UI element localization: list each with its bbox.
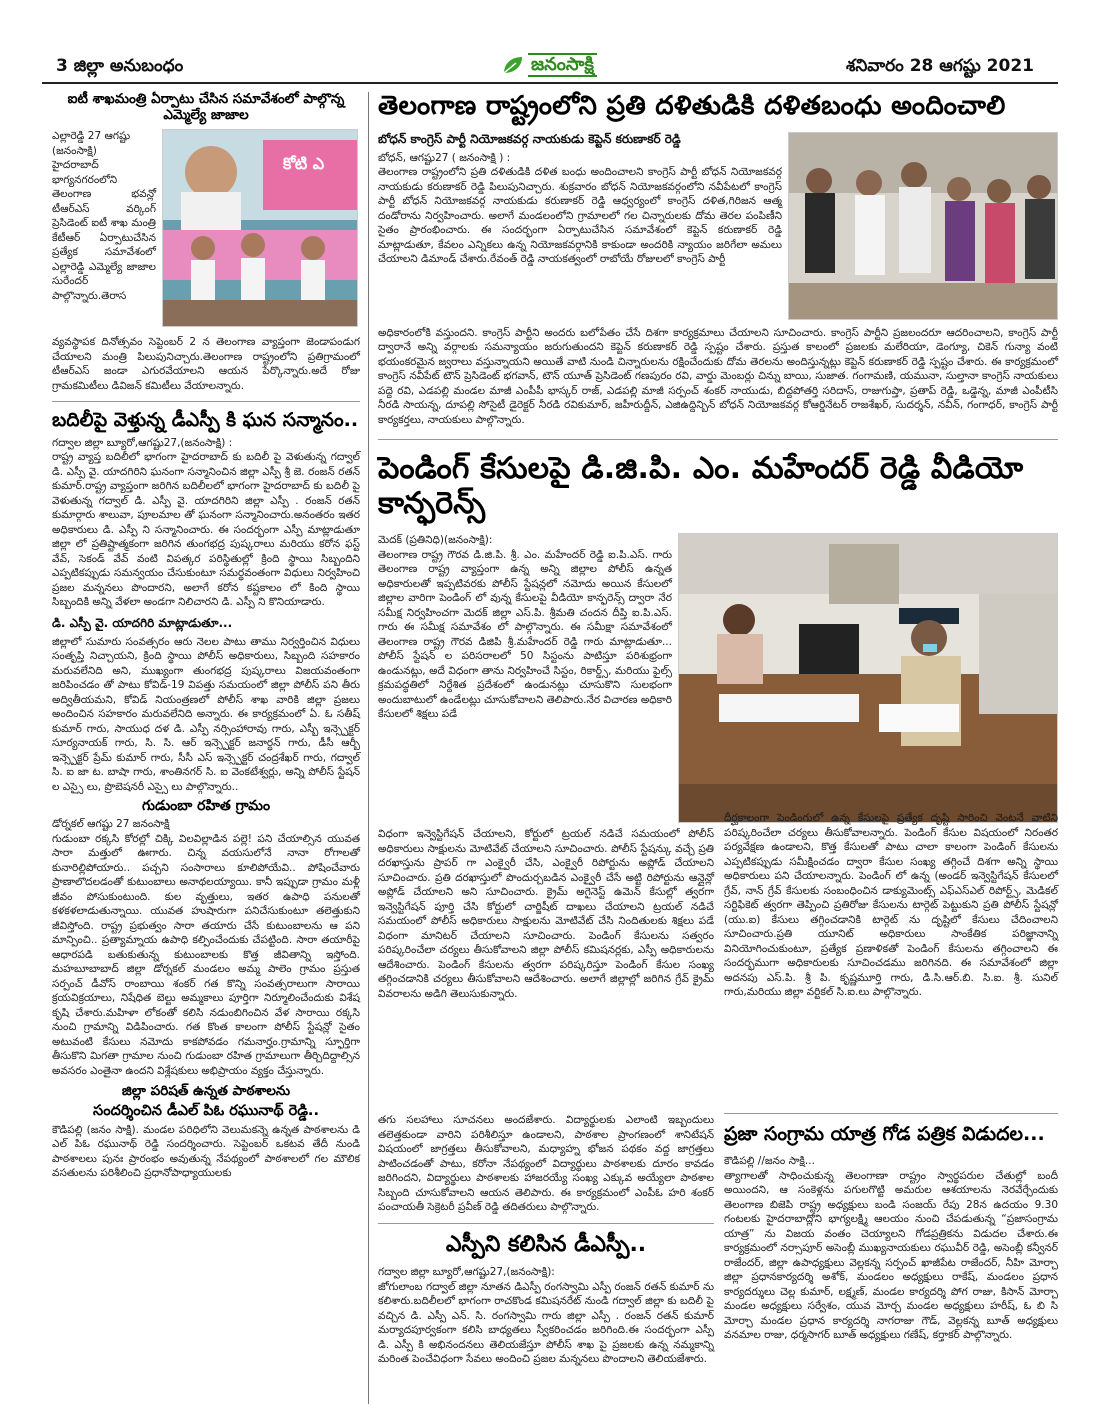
article-body: త్యాగాలతో సాధించుకున్న తెలంగాణా రాష్ట్రం స్వార్థపరుల చేతుల్లో బందీ అయిందని, ఆ సంకెళ్లను పగులగొట్టి అమరుల ఆశయాలను నెరవేర్చేందుకు తెలంగాణ బిజెపి రాష్ట్ర అధ్యక్షులు బండి సంజయ్ రేపు 28న ఉదయం 9.30 గంటలకు హైదరాబాద్లోని భాగ్యలక్ష్మి ఆలయం నుంచి చేపడుతున్న “ప్రజాసంగ్రామ యాత్ర” ను విజయ వంతం చెయ్యాలని గోడప్రత్రికను విడుదల చేశారు.ఈ కార్యక్రమంలో నర్సాపూర్ అసెంబ్లీ ముఖ్యనాయకులు రఘువీర్ రెడ్డి, అసెంబ్లీ కన్వీనర్ రాజేందర్, జిల్లా ఉపాధ్యక్షులు వెల్లకన్న సర్పంచ్ ఖాజీపేట రాజేందర్, నీహి మోర్చా జిల్లా ప్రధానకార్యదర్శి అశోక్, మండలం అధ్యక్షులు రాకేష్, మండలం ప్రధాన కార్యదర్శులు చెల్ల కుమార్, లక్ష్మణ్, మండల కార్యదర్శి పోగ రాజు, కిసాన్ మోర్చా మండల అధ్యక్షులు సర్వేశం, యువ మోర్చ మండల అధ్యక్షులు హరీష్, ఓ బి సి మోర్చా మండల ప్రధాన కార్యదర్శి నాగరాజు గౌడ్, వెల్లకన్న బూత్ అధ్యక్షులు వనమాల రాజు, ధర్మసాగర్ బూత్ అధ్యక్షులు గణేష్, కర్తాకర్ పాల్గొన్నారు. <box>724 1169 1058 1342</box>
article-dateline: ఎల్లారెడ్డి 27 ఆగష్టు (జనంసాక్షి) <box>52 130 131 157</box>
article-body: తెలంగాణ రాష్ట్ర గౌరవ డి.జి.పి. శ్రీ. ఎం. మహేందర్ రెడ్డి ఐ.పి.ఎస్. గారు తెలంగాణ రాష్ట్ర వ్యాప్తంగా ఉన్న అన్ని జిల్లాల పోలీస్ ఉన్నత అధికారులతో ఇప్పటివరకు పోలీస్ స్టేషన్లలో నమోదు అయిన కేసులలో జిల్లాల వారిగా పెండింగ్ లో వున్న కేసులపై వీడియో కాన్ఫరెన్స్ ద్వారా నేర సమీక్ష నిర్వహించగా మెదక్ జిల్లా ఎస్.పి. శ్రీమతి చందన దీప్తి ఐ.పి.ఎస్. గారు ఈ సమీక్ష సమావేశం లో పాల్గొన్నారు. ఈ సమీక్షా సమావేశంలో తెలంగాణ రాష్ట్ర గౌరవ డిజిపి శ్రీ.మహేందర్ రెడ్డి గారు మాట్లాడుతూ... పోలీస్ స్టేషన్ ల పరిసరాలలో 50 సిస్టంను పాటిస్తూ పరిశుభ్రంగా ఉండునట్లు, అదే విధంగా తాను నిర్వహించే సిస్టం, రికార్డ్స్, మరియు ఫైల్స్ క్రమపద్ధతిలో నిర్దేశిత ప్రదేశంలో ఉండునట్లు చూసుకొని సులభంగా అందుబాటులో ఉండేలట్లు చూసుకోవాలని తెలిపారు.నేర విచారణ అధికారి కేసులలో శిక్షలు పడే <box>378 548 672 721</box>
school-visit-continued: తగు సలహాలు సూచనలు అందజేశారు. విద్యార్థులకు ఎలాంటి ఇబ్బందులు తలెత్తకుండా వారిని పరిశీలిస్తూ ఉండాలని, పాఠశాల ప్రాంగణంలో శానిటేషన్ విషయంలో జాగ్రత్తలు తీసుకోవాలని, మధ్యాహ్న భోజన పథకం వద్ద జాగ్రత్తలు పాటించడంతో పాటు, కరోనా నేపథ్యంలో విద్యార్థులు పాఠశాలకు దూరం కావడం జరిగిందని, విద్యార్థులు పాఠశాలకు హాజరయ్యే సంఖ్య ఎక్కువ అయ్యేలా పాఠశాల సిబ్బంది చూసుకోవాలని ఆయన తెలిపారు. ఈ కార్యక్రమంలో ఎంపీఓ హరి శంకర్ పంచాయతీ సెక్రెటరీ ప్రవీణ్ రెడ్డి తదితరులు పాల్గొన్నారు. <box>378 1114 714 1214</box>
article-dateline: బోధన్, ఆగష్టు27 ( జనంసాక్షి ) : <box>378 151 511 164</box>
article-headline: తెలంగాణ రాష్ట్రంలోని ప్రతి దళితుడికి దళితబంధు అందించాలి <box>378 91 1006 121</box>
article-body: జోగులాంబ గద్వాల్ జిల్లా నూతన డిఎస్పీ రంగస్వామి ఎస్పీ రంజన్ రతన్ కుమార్ ను కలిశారు.బదిలీలలో భాగంగా రాచకొండ కమిషనరేట్ నుండి గద్వాల్ జిల్లా కు బదిలీ పై వచ్చిన డి. ఎస్పీ ఎన్. సి. రంగస్వామి గారు జిల్లా ఎస్పీ . రంజన్ రతన్ కుమార్ మర్యాదపూర్వకంగా కలిసి బాధ్యతలు స్వీకరించడం జరిగింది.ఈ సందర్భంగా ఎస్పీ డి. ఎస్పీ కి అభినందనలు తెలియజేస్తూ పోలీస్ శాఖ పై ప్రజలకు ఉన్న నమ్మకాన్ని మరింత పెంచేవిధంగా సేవలు అందించి ప్రజల మన్ననలు పొందాలని తెలియజేశారు. <box>378 1280 714 1366</box>
photo-illustration <box>679 534 1058 823</box>
left-column <box>52 92 360 1181</box>
photo-illustration <box>163 130 358 327</box>
article-school-visit <box>52 1084 360 1180</box>
article-dateline: గద్వాల జిల్లా బ్యూరో,ఆగష్టు27,(జనంసాక్షి) : <box>52 436 233 449</box>
masthead <box>502 52 597 78</box>
article-subheading: బోధన్ కాంగ్రెస్ పార్టీ నియోజకవర్గ నాయకుడు కెప్టెన్ కరుణాకర్ రెడ్డి <box>378 131 681 146</box>
article-separator <box>378 1223 714 1224</box>
photo-banner-text: కోటి ఎ <box>283 154 325 174</box>
article-separator <box>378 439 1058 440</box>
article-body: కౌడిపల్లి (జనం సాక్షి). మండల పరిధిలోని వెలుమకన్నె ఉన్నత పాఠశాలను డి ఎల్ పిఓ రఘునాథ్ రెడ్డి సందర్శించారు. సెప్టెంబర్ ఒకటవ తేదీ నుండి పాఠశాలలు పునః ప్రారంభం అవుతున్న నేపథ్యంలో పాఠశాలలో గల మౌలిక వసతులను పరిశీలించి ప్రధానోపాధ్యాయులకు <box>52 1123 360 1180</box>
article-body-right: దీర్ఘకాలంగా పెండింగులో ఉన్న కేసులపై ప్రత్యేక దృష్టి సారించి వెంటనే వాటిని పరిష్కరించేలా చర్యలు తీసుకోవాలన్నారు. పెండింగ్ కేసుల విషయంలో నిరంతర పర్యవేక్షణ ఉండాలని, కొత్త కేసులతో పాటు చాలా కాలంగా పెండింగ్ కేసులను ఎప్పటికప్పుడు సమీక్షించడం ద్వారా కేసుల సంఖ్య తగ్గించే దిశగా అన్ని స్థాయి అధికారులు పని చేయాలన్నారు. పెండింగ్ లో ఉన్న (అండర్ ఇన్వెస్టిగేషన్ కేసులలో గ్రేవ్, నాన్ గ్రేవ్ కేసులకు సంబంధించిన డాక్యుమెంట్స్ ఎఫ్ఎస్ఎల్ రిపోర్ట్స్, మెడికల్ సర్టిఫికెట్ త్వరగా తెప్పించి ప్రతిరోజు కేసులను టార్గెట్ పెట్టుకుని ప్రతి పోలీస్ స్టేషన్లో (యు.ఐ) కేసులు తగ్గించడానికి టార్గెట్ ను దృష్టిలో కేసులు చేదించాలని సూచించారు.ప్రతి యూనిట్ అధికారులు సాంకేతిక పరిజ్ఞానాన్ని వినియోగించుకుంటూ, ప్రత్యేక ప్రణాళికతో పెండింగ్ కేసులను తగ్గించాలని ఈ సందర్భముగా అధికారులకు సూచించడము జరిగినది. ఈ సమావేశంలో జిల్లా అదనపు ఎస్.పి. శ్రీ పి. కృష్ణమూర్తి గారు, డి.సి.ఆర్.బి. సి.ఐ. శ్రీ. సునిల్ గారు,మరియు జిల్లా వర్టికల్ సి.ఐ.లు పాల్గొన్నారు. <box>724 812 1058 999</box>
article-headline: పెండింగ్ కేసులపై డి.జి.పి. ఎం. మహేందర్ రెడ్డి వీడియో కాన్ఫరెన్స్ <box>378 451 1024 521</box>
article-it-minister-meeting <box>52 92 360 393</box>
article-body-side: హైదరాబాద్ భాగ్యనగరంలోని తెలంగాణ భవన్లో టీఆర్ఎస్ వర్కింగ్ ప్రెసిడెంట్ ఐటీ శాఖ మంత్రి కేటీఆర్ ఏర్పాటుచేసిన ప్రత్యేక సమావేశంలో ఎల్లారెడ్డి ఎమ్మెల్యే జాజాల సురేందర్ పాల్గొన్నారు.తెరాస <box>52 159 156 302</box>
article-dateline: గద్వాల జిల్లా బ్యూరో,ఆగష్టు27,(జనంసాక్షి): <box>378 1266 555 1279</box>
dalit-bandhu-photo <box>788 132 1058 320</box>
meeting-photo <box>162 129 358 327</box>
article-dsp-felicitation <box>52 410 360 794</box>
article-separator <box>724 1113 1058 1114</box>
article-dalit-bandhu <box>378 92 1058 427</box>
article-dateline: మెదక్ (ప్రతినిధి)(జనంసాక్షి): <box>378 534 493 547</box>
article-dateline: డోర్నకల్ ఆగష్టు 27 జనంసాక్షి <box>52 818 170 831</box>
article-headline-line1: జిల్లా పరిషత్ ఉన్నత పాఠశాలను <box>121 1083 291 1100</box>
article-subheading: డి. ఎస్పీ వై. యాదగిరి మాట్లాడుతూ... <box>52 615 233 630</box>
article-gudumba-free-village <box>52 798 360 1078</box>
article-body-wide: విధంగా ఇన్వెస్టిగేషన్ చేయాలని, కోర్టులో ట్రయల్ నడిచే సమయంలో పోలీస్ అధికారులు సాక్షులను మోటివేట్ చేయాలని సూచించారు. పోలీస్ స్టేషన్కు వచ్చే ప్రతి దరఖాస్తును ప్రాపర్ గా ఎంక్వైరీ చేసి, ఎంక్వైరీ రిపోర్టును అప్లోడ్ చేయాలని సూచించారు. ప్రతి దరఖాస్తులో పొందుర్చబడిన ఎంక్వైరీ చేసే అట్టి రిపోర్టును ఆన్లైన్లో అప్లోడ్ చేయాలని అని సూచించారు. క్రైమ్ అగైనెస్ట్ ఉమెన్ కేసుల్లో త్వరగా ఇన్వెస్టిగేషన్ పూర్తి చేసి కోర్టులో చార్జిషీట్ దాఖలు చేయాలని ట్రయల్ నడిచే సమయంలో పోలీస్ అధికారులు సాక్షులను మోటివేట్ చేసి నిందితులకు శిక్షలు పడే విధంగా మానిటర్ చేయాలని సూచించారు. పెండింగ్ కేసులను సత్వరం పరిష్కరించేలా చర్యలు తీసుకోవాలని జిల్లా పోలీస్ కమిషనర్లకు, ఎస్పీ అధికారులను ఆదేశించారు. పెండింగ్ కేసులను త్వరగా పరిష్కరిస్తూ పెండింగ్ కేసుల సంఖ్య తగ్గించడానికి చర్యలు తీసుకోవాలని ఆదేశించారు. అలాగే జిల్లాల్లో జరిగిన గ్రేవ్ క్రైమ్ వివరాలను అడిగి తెలుసుకున్నారు. <box>378 828 714 1000</box>
video-conference-photo <box>678 533 1058 823</box>
article-body-continued: అధికారంలోకి వస్తుందని. కాంగ్రెస్ పార్టీని అందరు బలోపేతం చేసే దిశగా కార్యక్రమాలు చేయాలని సూచించారు. కాంగ్రెస్ పార్టీని ప్రజలందరూ ఆదరించాలని, కాంగ్రెస్ పార్టీ ద్వారానే అన్ని వర్గాలకు సమన్యాయం జరుగుతుందని కెప్టెన్ కరుణాకర్ రెడ్డి స్పష్టం చేశారు. ప్రస్తుత కాలంలో ప్రజలకు మలేరియా, డెంగ్యూ, చికెన్ గున్యా వంటి భయంకరమైన జ్వరాలు వస్తున్నాయని అయితే వాటి నుండి చిన్నారులను రక్షించేందుకు దోమ తెరలను అందిస్తున్నట్లు కెప్టెన్ కరుణాకర్ రెడ్డి స్పష్టం చేశారు. ఈ కార్యక్రమంలో కాంగ్రెస్ నవీపేట్ టౌన్ ప్రెసిడెంట్ భగవాన్, టౌన్ యూత్ ప్రెసిడెంట్ గణపురం రవి, వార్డు మెంబర్లు చిన్ను బాయి, సుజాత. గంగామణి, యమునా, సుల్తానా కాంగ్రెస్ నాయకులు పద్దె రవి, ఎడపల్లి మండల మాజీ ఎంపీపీ భాస్కర్ రాజ్, ఎడపల్లి మాజీ సర్పంచ్ శంకర్ నాయుడు, బిద్దపోతర్తి సరిదాస్, రాజుగుప్తా, ప్రతాప్ రెడ్డి, ఒడ్డెన్న, మాజీ ఎంపీటీసి నీరడి సాయన్న, దూపల్లి సోసైటీ డైరెక్టర్ నీరడి రవికుమార్, జహీరుద్దీన్, ఎజిఉద్దిన్బిన్ బోధన్ నియోజకవర్గ కోఆర్డినేటర్ రాజశేఖర్, సుదర్శన్, నవీన్, గంగాధర్, కాంగ్రెస్ పార్టీ కార్యకర్తలు, నాయకులు పాల్గొన్నారు. <box>378 326 1058 426</box>
article-separator <box>52 401 360 402</box>
article-headline: ప్రజా సంగ్రామ యాత్ర గోడ పత్రిక విడుదల... <box>724 1123 1045 1146</box>
article-body-continued: జిల్లాలో సుమారు సంవత్సరం ఆరు నెలల పాటు తాము నిర్వర్తించిన విధులు సంతృప్తి నిచ్చాయని, క్రింది స్థాయి పోలీస్ అధికారులు, సిబ్బంది సహకారం మరువలేనిది అని, ముఖ్యంగా తుంగభద్ర పుష్కరాలు విజయవంతంగా జరిపించడం తో పాటు కోవిడ్-19 విపత్తు సమయంలో జిల్లా పోలీస్ పని తీరు అద్వితీయమని, కోవిడ్ నియంత్రణలో పోలీస్ శాఖ వారికి జిల్లా ప్రజలు అందించిన సహకారం మరువలేనిది అన్నారు. ఈ కార్యక్రమంలో ఏ. ఓ సతీష్ కుమార్ గారు, సాయుధ దళ డి. ఎస్పీ నర్సింహారావు గారు, ఎస్బీ ఇన్స్పెక్టర్ సూర్యనాయక్ గారు, సి. సి. ఆర్ ఇన్స్పెక్టర్ జనార్ధన్ గారు, డీసీ ఆర్బీ ఇన్స్పెక్టర్ ప్రేమ్ కుమార్ గారు, సీసీ ఎస్ ఇన్స్పెక్టర్ చంద్రశేఖర్ గారు, గద్వాల్ సి. ఐ జా ట. బాషా గారు, శాంతినగర్ సి. ఐ వెంకటేశ్వర్లు, అన్ని పోలీస్ స్టేషన్ ల ఎస్సై లు, ప్రొబెషనరీ ఎస్సై లు పాల్గొన్నారు.. <box>52 635 360 793</box>
article-dateline: కౌడిపల్లి //జనం సాక్షి... <box>724 1155 815 1168</box>
article-dgp-video-conference <box>378 452 1058 1103</box>
page-header <box>42 52 1058 82</box>
article-headline: బదిలీపై వెళ్తున్న డీఎస్పీ కి ఘన సన్మానం.. <box>52 409 359 432</box>
right-column <box>378 92 1058 1418</box>
article-body: వ్యవస్థాపక దినోత్సవం సెప్టెంబర్ 2 న తెలంగాణ వ్యాప్తంగా జెండాపండుగ చేయాలని మంత్రి పిలుపునిచ్చారు.తెలంగాణ రాష్ట్రంలోని ప్రతిగ్రామంలో టీఆర్ఎస్ జండా ఎగురవేయాలని ఆయన పేర్కొన్నారు.అదే రోజు గ్రామకమిటీలు డివిజన్ కమిటీలు వేయాలన్నారు. <box>52 336 360 392</box>
article-headline: ఎస్పీని కలిసిన డీఎస్పీ.. <box>445 1231 647 1257</box>
article-body: గుడుంబా రక్కసి కోరల్లో చిక్కి విలవిల్లాడిన పల్లె! పని చేయాల్సిన యువత సారా మత్తులో ఊగారు. చిన్న వయసులోనే నానా రోగాలతో కునారిల్లిపోయారు.. పచ్చని సంసారాలు కూలిపోయేవి.. పోషించేవారు ప్రాణాలొదలడంతో కుటుంబాలు అనాథలయ్యాయి. కానీ ఇప్పుడా గ్రామం మళ్లీ జీవం పోసుకుంటుంది. కుల వృత్తులు, ఇతర ఉపాధి పనులతో కళకళలాడుతున్నాయి. యువత హుషారుగా పనిచేసుకుంటూ తలెత్తుకుని జీవిస్తోంది. రాష్ట్ర ప్రభుత్వం సారా తయారు చేసే కుటుంబాలను ఆ పని మాన్పించి.. ప్రత్యామ్నాయ ఉపాధి కల్పించేందుకు చేపట్టింది. సారా తయారీపై ఆధారపడి బతుకుతున్న కుటుంబాలకు కొత్త జీవితాన్ని ఇస్తోంది. మహబూబాబాద్ జిల్లా డోర్నకల్ మండలం అమ్మ పాలెం గ్రామం ప్రస్తుత సర్పంచ్ డీవోస్ రాంబాయి శంకర్ గత కొన్ని సంవత్సరాలుగా సారాయి క్రయవిక్రయాలు, నిషేధిత బెల్టు అమ్మకాలు పూర్తిగా నిర్మూలించేందుకు విశేష కృషి చేశారు.మహిళా లోకంతో కలిసి నడుంబిగించిన వేళ సారాయి రక్కసి నుంచి గ్రామాన్ని విడిపించారు. గత కొంత కాలంగా పోలీస్ స్టేషన్లో సైతం అటువంటి కేసులు నమోదు కాకపోవడం గమనార్హం.గ్రామాన్ని స్ఫూర్తిగా తీసుకొని మిగతా గ్రామాల నుంచి గుడుంబా రహిత గ్రామాలుగా తీర్చిదిద్దాల్సిన అవసరం ఎంతైనా ఉందని విశ్లేషకులు అభిప్రాయం వ్యక్తం చేస్తున్నారు. <box>52 832 360 1077</box>
article-headline: ఐటీ శాఖమంత్రి ఏర్పాటు చేసిన సమావేశంలో పాల్గొన్న ఎమ్మెల్యే జాజాల <box>67 91 345 123</box>
brand-name: జనంసాక్షి <box>528 53 597 77</box>
article-headline: గుడుంబా రహిత గ్రామం <box>141 798 271 815</box>
issue-date: శనివారం 28 ఆగష్టు 2021 <box>845 56 1034 76</box>
page-section-label: 3 జిల్లా అనుబంధం <box>56 56 184 76</box>
leaf-logo-icon <box>502 55 524 75</box>
column-divider <box>368 92 369 1404</box>
article-headline-line2: సందర్శించిన డీఎల్ పిఓ రఘునాథ్ రెడ్డి.. <box>93 1102 319 1119</box>
header-divider <box>42 82 1058 84</box>
photo-illustration <box>789 133 1058 320</box>
article-body: రాష్ట్ర వ్యాప్త బదిలీలో భాగంగా హైదరాబాద్ కు బదిలీ పై వెళుతున్న గద్వాల్ డి. ఎస్పీ వై. యాదగిరిని ఘనంగా సన్మానించిన జిల్లా ఎస్పీ శ్రీ జె. రంజన్ రతన్ కుమార్.రాష్ట్ర వ్యాప్తంగా జరిగిన బదిలీలలో భాగంగా హైదరాబాద్ కు బదిలీ పై వెళుతున్న గద్వాల్ డి. ఎస్పీ వై. యాదగిరిని జిల్లా ఎస్పీ . రంజన్ రతన్ కుమార్గారు శాలువా, పూలమాల తో ఘనంగా సన్మానించారు.అనంతరం ఇతర అధికారులు డి. ఎస్పీ ని సన్మానించారు. ఈ సందర్భంగా ఎస్పీ మాట్లాడుతూ జిల్లా లో ప్రతిష్టాత్మకంగా జరిగిన తుంగభద్ర పుష్కరాలు మరియు కరోన ఫస్ట్ వేవ్, సెకండ్ వేవ్ వంటి విపత్కర పరిస్థితుల్లో క్రింది స్థాయి సిబ్బందిని ఎప్పటికప్పుడు సమన్వయం చేసుకుంటూ సమర్థవంతంగా విధులు నిర్వహించి ప్రజల మన్ననలు పొందారని, అలాగే కరోన కష్టకాలం లో కింది స్థాయి సిబ్బందికి అన్ని వేళలా అండగా నిలిచారని డి. ఎస్పీ ని కొనియాడారు. <box>52 451 360 609</box>
article-body: తెలంగాణ రాష్ట్రంలోని ప్రతి దళితుడికి దళిత బంధు అందించాలని కాంగ్రెస్ పార్టీ బోధన్ నియోజకవర్గ నాయకుడు కరుణాకర్ రెడ్డి పిలుపునిచ్చారు. శుక్రవారం బోధన్ నియోజకవర్గంలోని నవీపేటలో కాంగ్రెస్ పార్టీ బోధన్ నియోజకవర్గ నాయకుడు కరుణాకర్ రెడ్డి ఆధ్వర్యంలో కాంగ్రెస్ దళిత,గిరిజన ఆత్మ దండోరాను నిర్వహించారు. అలాగే మండలంలోని గ్రామాలలో గల చిన్నారులకు దోమ తెరల పంపిణీని సైతం ప్రారంభించారు. ఈ సందర్భంగా ఏర్పాటుచేసిన సమావేశంలో కెప్టెన్ కరుణాకర్ రెడ్డి మాట్లాడుతూ, కేవలం ఎన్నికలు ఉన్న నియోజకవర్గానికి కాకుండా అందరికి న్యాయం జరిగేలా అమలు చేయాలని డిమాండ్ చేశారు.రేవంత్ రెడ్డి నాయకత్వంలో రాబోయే రోజులలో కాంగ్రెస్ పార్టీ <box>378 166 782 266</box>
